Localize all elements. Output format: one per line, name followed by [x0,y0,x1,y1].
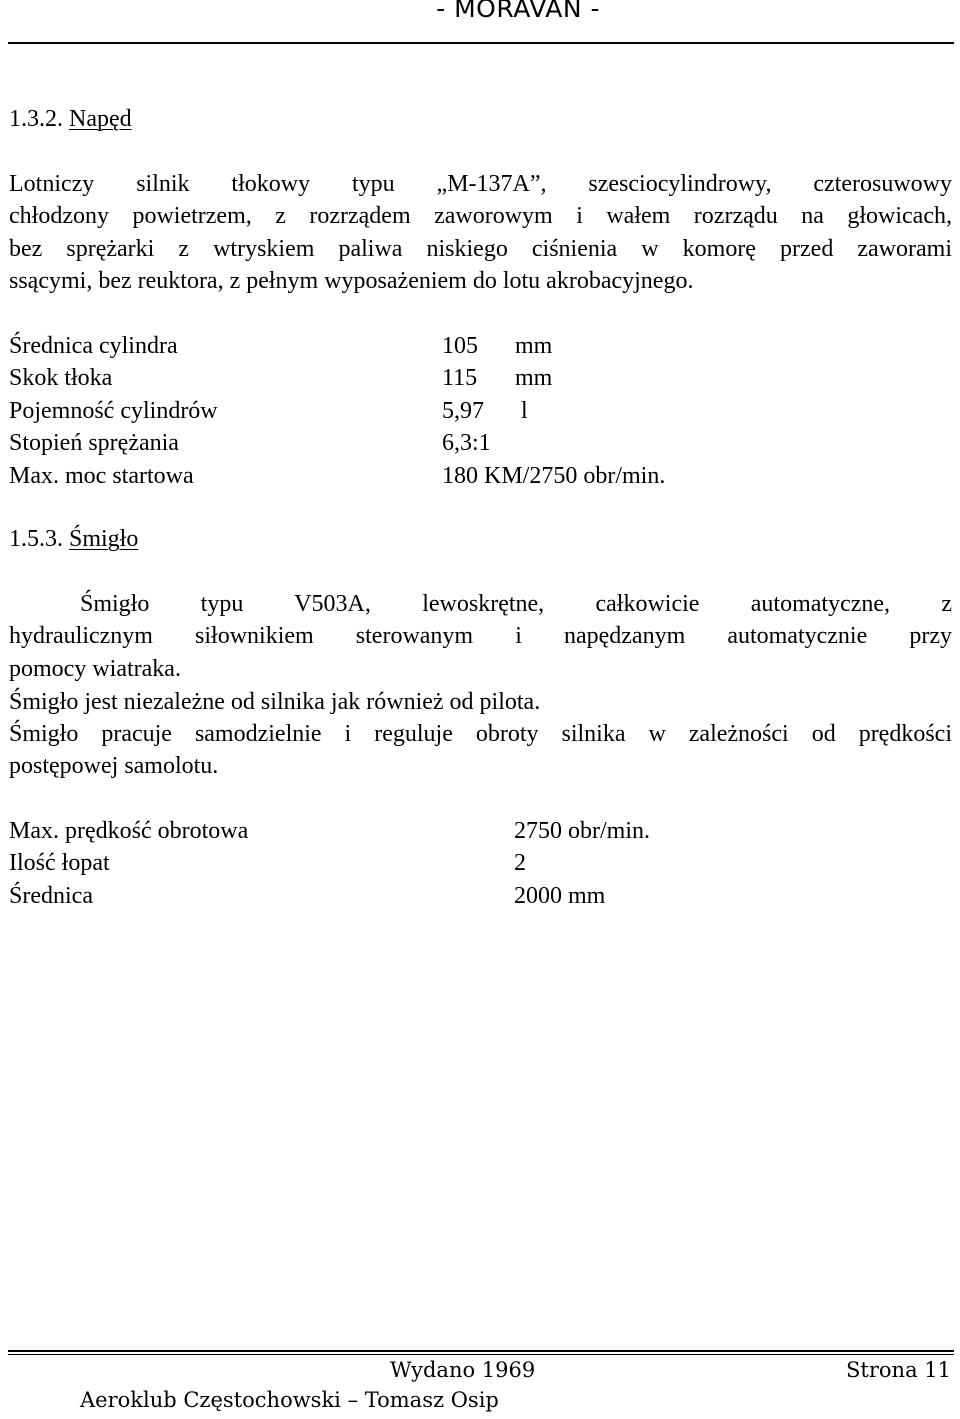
paragraph-line: postępowej samolotu. [9,753,219,780]
paragraph-line: Lotniczy silnik tłokowy typu „M-137A”, szesciocylindrowy, czterosuwowy [9,171,952,197]
section-number: 1.3.2. [9,106,63,132]
spec-value: 2 [514,850,526,877]
spec-unit: mm [515,333,553,359]
paragraph-line: pomocy wiatraka. [9,655,181,682]
spec-value: 180 KM/2750 obr/min. [442,462,666,489]
spec-value: 5,97 [442,397,484,424]
header-title: - MORAVAN - [436,0,600,23]
spec-unit: mm [515,365,553,392]
spec-value: 105 [442,333,478,359]
section-number: 1.5.3. [9,526,63,552]
propeller-paragraph-2 [9,686,952,718]
spec-value: 6,3:1 [442,430,491,457]
section-heading-propeller [9,523,138,555]
footer-rule [8,1354,954,1355]
spec-label: Średnica [9,882,93,909]
spec-label: Stopień sprężania [9,430,179,457]
propeller-paragraph-1 [9,588,952,685]
paragraph-line: hydraulicznym siłownikiem sterowanym i napędzanym automatycznie przy [9,623,952,650]
spec-unit: l [521,397,528,424]
spec-label: Średnica cylindra [9,333,178,359]
spec-label: Ilość łopat [9,850,110,877]
paragraph-line: Śmigło typu V503A, lewoskrętne, całkowicie automatyczne, z [80,591,952,617]
spec-label: Max. prędkość obrotowa [9,818,249,844]
header-rule [8,42,954,44]
paragraph-line: ssącymi, bez reuktora, z pełnym wyposażeniem do lotu akrobacyjnego. [9,268,694,295]
footer-rule [8,1350,954,1352]
footer-issued: Wydano 1969 [390,1358,536,1382]
spec-label: Max. moc startowa [9,462,194,489]
footer-author: Aeroklub Częstochowski – Tomasz Osip [80,1388,499,1412]
spec-value: 2000 mm [514,882,606,909]
paragraph-line: Śmigło jest niezależne od silnika jak również od pilota. [9,689,541,715]
spec-value: 2750 obr/min. [514,818,650,844]
spec-label: Pojemność cylindrów [9,397,218,424]
spec-label: Skok tłoka [9,365,113,392]
footer-page-number: Strona 11 [846,1358,951,1382]
paragraph-line: Śmigło pracuje samodzielnie i reguluje obroty silnika w zależności od prędkości [9,721,952,747]
paragraph-line: bez sprężarki z wtryskiem paliwa niskiego ciśnienia w komorę przed zaworami [9,235,952,262]
section-title: Śmigło [69,526,139,552]
drive-paragraph [9,168,952,298]
section-heading-drive [9,103,132,135]
paragraph-line: chłodzony powietrzem, z rozrządem zaworowym i wałem rozrządu na głowicach, [9,203,952,230]
section-title: Napęd [69,106,132,132]
propeller-paragraph-3 [9,718,952,783]
spec-value: 115 [442,365,478,392]
